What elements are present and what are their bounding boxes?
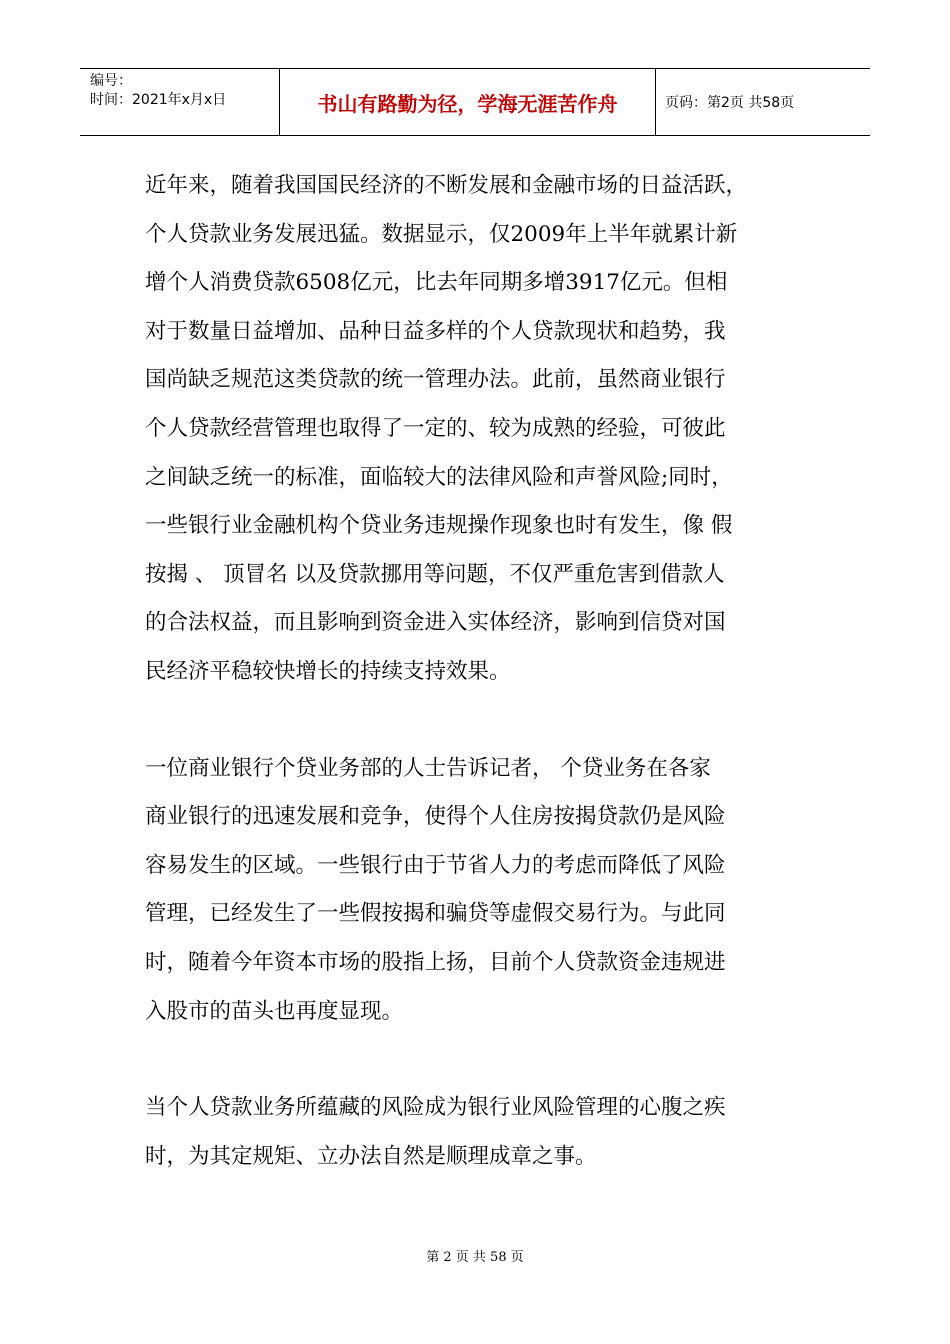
header-meta bbox=[80, 69, 280, 135]
text-line: 的合法权益，而且影响到资金进入实体经济，影响到信贷对国 bbox=[145, 610, 726, 636]
text-line: 之间缺乏统一的标准，面临较大的法律风险和声誉风险;同时， bbox=[145, 464, 733, 490]
paragraph-1 bbox=[145, 162, 810, 697]
document-number-label: 编号： bbox=[90, 73, 132, 89]
text-line: 按揭 、 顶冒名 以及贷款挪用等问题，不仅严重危害到借款人 bbox=[145, 561, 725, 587]
text-line: 对于数量日益增加、品种日益多样的个人贷款现状和趋势，我 bbox=[145, 318, 726, 344]
text-line: 一些银行业金融机构个贷业务违规操作现象也时有发生，像 假 bbox=[145, 513, 733, 539]
page-header bbox=[80, 68, 870, 136]
paragraph-3 bbox=[145, 1084, 810, 1181]
paragraph-spacer bbox=[145, 1036, 810, 1084]
text-line: 当个人贷款业务所蕴藏的风险成为银行业风险管理的心腹之疾 bbox=[145, 1095, 726, 1121]
text-line: 个人贷款业务发展迅猛。数据显示，仅2009年上半年就累计新 bbox=[145, 221, 738, 247]
text-line: 容易发生的区域。一些银行由于节省人力的考虑而降低了风险 bbox=[145, 852, 726, 878]
document-body bbox=[145, 162, 810, 1181]
text-line: 近年来，随着我国国民经济的不断发展和金融市场的日益活跃， bbox=[145, 173, 748, 198]
document-time-label: 时间：2021年x月x日 bbox=[90, 92, 227, 108]
header-motto: 书山有路勤为径，学海无涯苦作舟 bbox=[280, 69, 656, 135]
text-line: 商业银行的迅速发展和竞争，使得个人住房按揭贷款仍是风险 bbox=[145, 804, 726, 830]
text-line: 个人贷款经营管理也取得了一定的、较为成熟的经验，可彼此 bbox=[145, 415, 726, 441]
text-line: 一位商业银行个贷业务部的人士告诉记者， 个贷业务在各家 bbox=[145, 755, 711, 781]
text-line: 时，为其定规矩、立办法自然是顺理成章之事。 bbox=[145, 1143, 597, 1169]
text-line: 国尚缺乏规范这类贷款的统一管理办法。此前，虽然商业银行 bbox=[145, 367, 726, 393]
text-line: 民经济平稳较快增长的持续支持效果。 bbox=[145, 658, 511, 684]
page-footer: 第 2 页 共 58 页 bbox=[426, 1250, 524, 1265]
header-page-info: 页码：第2页 共58页 bbox=[665, 95, 795, 111]
text-line: 时，随着今年资本市场的股指上扬，目前个人贷款资金违规进 bbox=[145, 949, 726, 975]
paragraph-spacer bbox=[145, 697, 810, 745]
text-line: 增个人消费贷款6508亿元，比去年同期多增3917亿元。但相 bbox=[145, 270, 728, 296]
paragraph-2 bbox=[145, 745, 810, 1037]
text-line: 管理，已经发生了一些假按揭和骗贷等虚假交易行为。与此同 bbox=[145, 901, 726, 927]
text-line: 入股市的苗头也再度显现。 bbox=[145, 998, 404, 1024]
